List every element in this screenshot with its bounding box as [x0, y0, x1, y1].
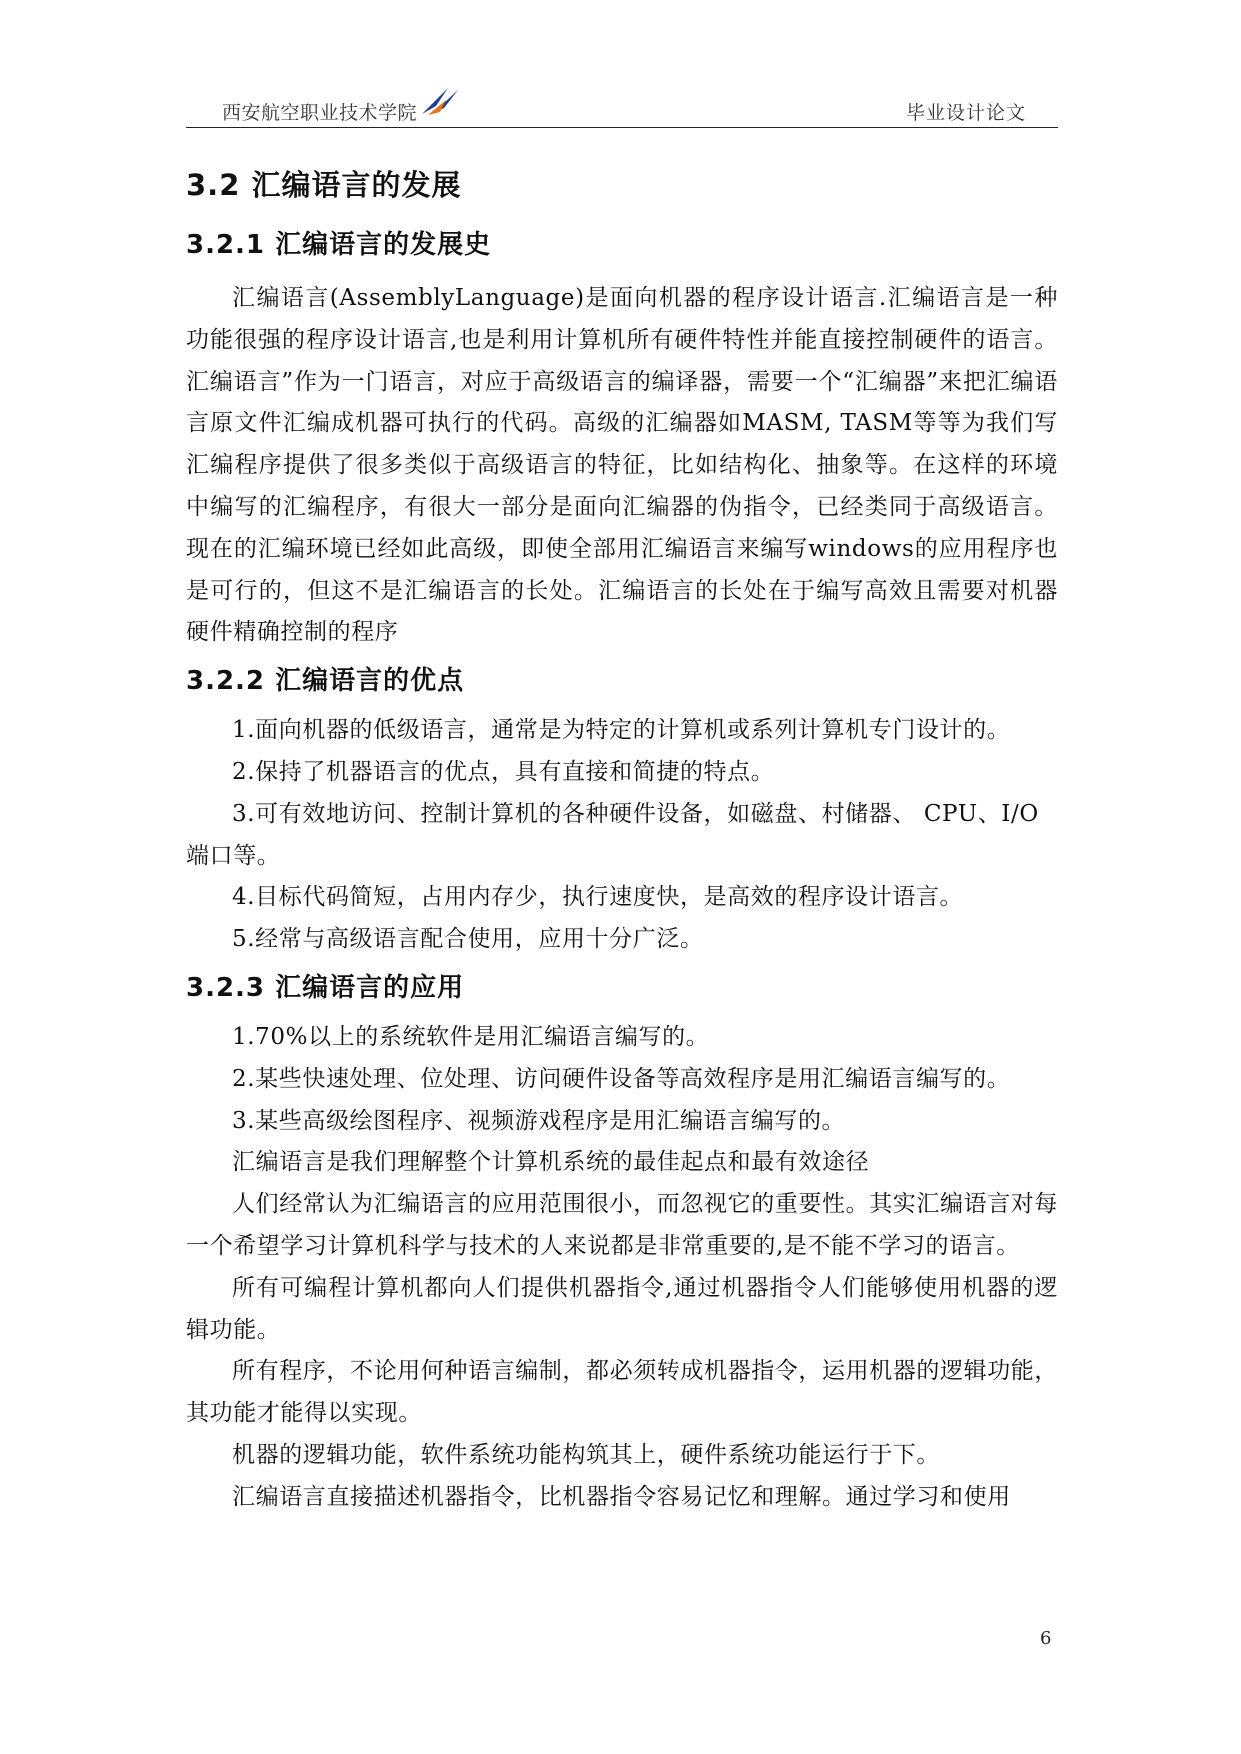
application-item: 3.某些高级绘图程序、视频游戏程序是用汇编语言编写的。	[232, 1107, 846, 1134]
body-paragraph: 汇编语言直接描述机器指令，比机器指令容易记忆和理解。通过学习和使用	[232, 1483, 1011, 1510]
header-divider	[186, 127, 1058, 128]
history-paragraph: 汇编语言(AssemblyLanguage)是面向机器的程序设计语言.汇编语言是一种功能很强的程序设计语言,也是利用计算机所有硬件特性并能直接控制硬件的语言。汇编语言”作为一门语言，对应于高级语言的编译器，需要一个“汇编器”来把汇编语言原文件汇编成机器可执行的代码。高级的汇编器如MASM, TASM等等为我们写汇编程序提供了很多类似于高级语言的特征，比如结构化、抽象等。在这样的环境中编写的汇编程序，有很大一部分是面向汇编器的伪指令，已经类同于高级语言。现在的汇编环境已经如此高级，即使全部用汇编语言来编写windows的应用程序也是可行的，但这不是汇编语言的长处。汇编语言的长处在于编写高效且需要对机器硬件精确控制的程序	[186, 285, 1058, 646]
section-title: 3.2 汇编语言的发展	[186, 168, 462, 202]
subsection-title-applications: 3.2.3 汇编语言的应用	[186, 972, 465, 1003]
advantage-item: 2.保持了机器语言的优点，具有直接和简捷的特点。	[232, 758, 775, 785]
wing-logo-icon	[418, 84, 462, 118]
advantage-item: 1.面向机器的低级语言，通常是为特定的计算机或系列计算机专门设计的。	[232, 717, 1011, 744]
body-paragraph: 汇编语言是我们理解整个计算机系统的最佳起点和最有效途径	[232, 1149, 870, 1176]
page-number: 6	[1040, 1628, 1052, 1649]
application-item: 2.某些快速处理、位处理、访问硬件设备等高效程序是用汇编语言编写的。	[232, 1065, 1011, 1092]
body-paragraph: 人们经常认为汇编语言的应用范围很小，而忽视它的重要性。其实汇编语言对每一个希望学习计算机科学与技术的人来说都是非常重要的,是不能不学习的语言。	[186, 1191, 1058, 1259]
subsection-title-history: 3.2.1 汇编语言的发展史	[186, 230, 492, 260]
advantage-item: 4.目标代码简短，占用内存少，执行速度快，是高效的程序设计语言。	[232, 884, 964, 911]
page-content	[186, 160, 1058, 1519]
body-paragraph: 所有程序，不论用何种语言编制，都必须转成机器指令，运用机器的逻辑功能，其功能才能得以实现。	[186, 1358, 1058, 1427]
application-item: 1.70%以上的系统软件是用汇编语言编写的。	[232, 1023, 710, 1050]
header-thesis-title: 毕业设计论文	[905, 102, 1026, 124]
body-paragraph: 机器的逻辑功能，软件系统功能构筑其上，硬件系统功能运行于下。	[232, 1441, 940, 1468]
advantage-item: 3.可有效地访问、控制计算机的各种硬件设备，如磁盘、村储器、 CPU、I/O端口等。	[186, 800, 1039, 869]
advantage-item: 5.经常与高级语言配合使用，应用十分广泛。	[232, 926, 704, 953]
subsection-title-advantages: 3.2.2 汇编语言的优点	[186, 666, 465, 697]
header-school-name: 西安航空职业技术学院	[222, 102, 418, 124]
page-header	[186, 84, 1058, 128]
body-paragraph: 所有可编程计算机都向人们提供机器指令,通过机器指令人们能够使用机器的逻辑功能。	[186, 1274, 1058, 1343]
